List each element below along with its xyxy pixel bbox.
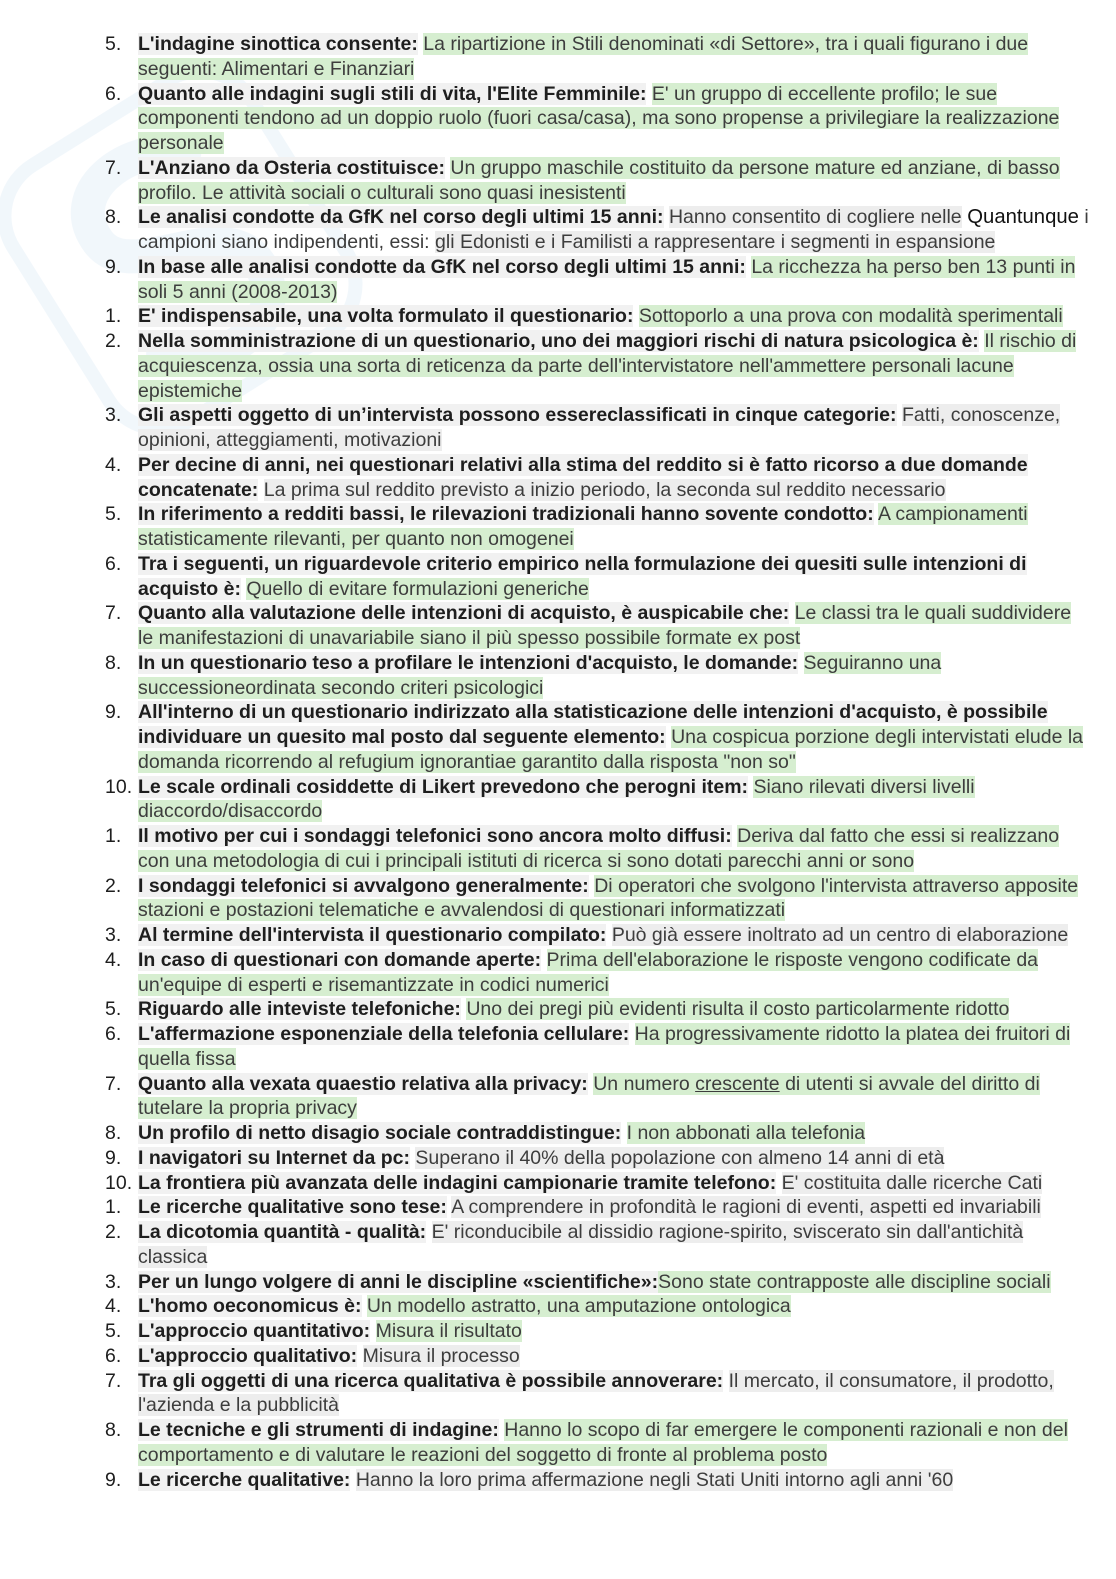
- question-text: Le ricerche qualitative:: [138, 1468, 351, 1491]
- list-item: [105, 1022, 1090, 1072]
- item-number: 9.: [105, 701, 122, 724]
- answer-text: Un numero: [593, 1072, 696, 1095]
- item-text: [138, 824, 1090, 874]
- item-text: [138, 1270, 1090, 1295]
- question-text: Le analisi condotte da GfK nel corso degli ultimi 15 anni:: [138, 206, 664, 229]
- item-number: 4.: [105, 948, 122, 971]
- item-number: 7.: [105, 156, 122, 179]
- answer-text: E' costituita dalle ricerche Cati: [781, 1171, 1043, 1194]
- item-text: [138, 255, 1090, 305]
- item-number: 7.: [105, 602, 122, 625]
- question-text: Tra gli oggetti di una ricerca qualitativa è possibile annoverare:: [138, 1369, 724, 1392]
- answer-text: Le classi tra le quali suddividere le manifestazioni di unavariabile siano il più spesso possibile formate ex post: [138, 602, 1072, 649]
- item-text: [138, 1022, 1090, 1072]
- item-number: 8.: [105, 1419, 122, 1441]
- item-text: [138, 923, 1090, 948]
- answer-text: I non abbonati alla telefonia: [626, 1122, 866, 1144]
- answer-text: E' riconducibile al dissidio ragione-spirito, sviscerato sin dall'antichità classica: [138, 1221, 1024, 1268]
- question-text: I navigatori su Internet da pc:: [138, 1146, 410, 1169]
- question-text: La frontiera più avanzata delle indagini campionarie tramite telefono:: [138, 1171, 777, 1194]
- list-item: [105, 824, 1090, 874]
- list-item: [105, 1418, 1090, 1468]
- item-number: 6.: [105, 1023, 122, 1045]
- answer-text: Sono state contrapposte alle discipline sociali: [658, 1270, 1051, 1293]
- answer-text: i campioni siano indipendenti, essi:: [138, 206, 1089, 253]
- answer-text: Sottoporlo a una prova con modalità sperimentali: [638, 305, 1063, 328]
- item-text: [138, 552, 1090, 602]
- item-text: [138, 304, 1090, 329]
- question-text: Al termine dell'intervista il questionario compilato:: [138, 924, 607, 946]
- item-text: [138, 156, 1090, 206]
- item-number: 1.: [105, 825, 122, 847]
- item-number: 8.: [105, 206, 122, 229]
- item-number: 5.: [105, 1320, 122, 1342]
- list-item: [105, 1319, 1090, 1344]
- item-text: [138, 1294, 1090, 1319]
- item-text: [138, 329, 1090, 403]
- item-text: [138, 1418, 1090, 1468]
- question-text: Le ricerche qualitative sono tese:: [138, 1196, 447, 1219]
- item-text: [138, 1369, 1090, 1419]
- question-text: Quanto alle indagini sugli stili di vita, l'Elite Femminile:: [138, 82, 647, 105]
- item-text: [138, 1171, 1090, 1196]
- answer-text: Prima dell'elaborazione le risposte vengono codificate da un'equipe di esperti e risemantizzate in codici numerici: [138, 948, 1039, 996]
- question-text: Per un lungo volgere di anni le discipline «scientifiche»:: [138, 1270, 659, 1293]
- question-text: L'approccio qualitativo:: [138, 1344, 358, 1367]
- question-text: Le scale ordinali cosiddette di Likert prevedono che perogni item:: [138, 775, 749, 798]
- item-text: [138, 453, 1090, 503]
- answer-text: Di operatori che svolgono l'intervista attraverso apposite stazioni e postazioni telematiche e avvalendosi di questionari informatizzati: [138, 874, 1079, 922]
- list-item: [105, 552, 1090, 602]
- item-text: [138, 82, 1090, 156]
- item-number: 3.: [105, 924, 122, 946]
- item-number: 5.: [105, 503, 122, 526]
- item-text: [138, 775, 1090, 825]
- list-item: [105, 329, 1090, 403]
- answer-text: Il mercato, il consumatore, il prodotto, l'azienda e la pubblicità: [138, 1369, 1054, 1417]
- answer-text: Hanno consentito di cogliere nelle: [668, 206, 962, 229]
- item-text: [138, 32, 1090, 82]
- question-text: Per decine di anni, nei questionari relativi alla stima del reddito si è fatto ricorso a due domande concatenate:: [138, 453, 1028, 501]
- answer-text: Deriva dal fatto che essi si realizzano con una metodologia di cui i principali istituti di ricerca si sono dotati parecchi anni or sono: [138, 825, 1060, 872]
- item-text: [138, 1468, 1090, 1493]
- answer-text: Il rischio di acquiescenza, ossia una sorta di reticenza da parte dell'intervistatore nell'ammettere personali lacune epistemiche: [138, 330, 1077, 402]
- item-number: 1.: [105, 305, 122, 328]
- item-number: 7.: [105, 1072, 122, 1095]
- list-item: [105, 403, 1090, 453]
- item-text: [138, 997, 1090, 1022]
- answer-text: Hanno lo scopo di far emergere le componenti razionali e non del comportamento e di valutare le reazioni del soggetto di fronte al problema posto: [138, 1419, 1068, 1466]
- answer-text: La prima sul reddito previsto a inizio periodo, la seconda sul reddito necessario: [263, 478, 946, 501]
- answer-text: Quello di evitare formulazioni generiche: [246, 577, 589, 600]
- item-number: 10.: [105, 775, 133, 798]
- answer-text: E' un gruppo di eccellente profilo; le sue componenti tendono ad un doppio ruolo (fuori casa/casa), ma sono propense a privilegiare la realizzazione personale: [138, 82, 1060, 154]
- item-number: 8.: [105, 1122, 122, 1144]
- answer-text: Misura il risultato: [375, 1320, 522, 1342]
- list-item: [105, 948, 1090, 998]
- answer-text: gli Edonisti e i Familisti a rappresentare i segmenti in espansione: [435, 231, 996, 253]
- item-number: 8.: [105, 651, 122, 674]
- answer-text: Uno dei pregi più evidenti risulta il costo particolarmente ridotto: [466, 998, 1010, 1021]
- list-item: [105, 923, 1090, 948]
- item-text: [138, 948, 1090, 998]
- answer-text: Può già essere inoltrato ad un centro di elaborazione: [611, 924, 1069, 946]
- item-number: 9.: [105, 1468, 122, 1491]
- item-number: 5.: [105, 998, 122, 1021]
- list-item: [105, 32, 1090, 82]
- answer-text: A comprendere in profondità le ragioni di eventi, aspetti ed invariabili: [451, 1196, 1041, 1219]
- question-text: L'affermazione esponenziale della telefonia cellulare:: [138, 1023, 630, 1045]
- item-number: 4.: [105, 453, 122, 476]
- qa-list: [105, 32, 1090, 1492]
- item-text: [138, 1319, 1090, 1344]
- question-text: L'indagine sinottica consente:: [138, 33, 418, 55]
- list-item: [105, 1369, 1090, 1419]
- answer-text: crescente: [695, 1072, 780, 1095]
- question-text: L'Anziano da Osteria costituisce:: [138, 156, 445, 179]
- list-item: [105, 700, 1090, 774]
- answer-text: Misura il processo: [362, 1344, 520, 1367]
- item-text: [138, 651, 1090, 701]
- item-text: [138, 874, 1090, 924]
- answer-text: La ricchezza ha perso ben 13 punti in soli 5 anni (2008-2013): [138, 255, 1076, 303]
- item-text: [138, 1072, 1090, 1122]
- list-item: [105, 1220, 1090, 1270]
- answer-text: Un gruppo maschile costituito da persone mature ed anziane, di basso profilo. Le attività sociali o culturali sono quasi inesistenti: [138, 156, 1060, 204]
- item-number: 9.: [105, 255, 122, 278]
- item-text: [138, 1121, 1090, 1146]
- question-text: Il motivo per cui i sondaggi telefonici sono ancora molto diffusi:: [138, 825, 732, 847]
- answer-text: Superano il 40% della popolazione con almeno 14 anni di età: [415, 1146, 945, 1169]
- answer-text: Una cospicua porzione degli intervistati elude la domanda ricorrendo al refugium ignorantiae garantito dalla risposta "non so": [138, 726, 1084, 773]
- item-number: 1.: [105, 1196, 122, 1219]
- list-item: [105, 1294, 1090, 1319]
- answer-text: Fatti, conoscenze, opinioni, atteggiamenti, motivazioni: [138, 404, 1061, 451]
- list-item: [105, 453, 1090, 503]
- question-text: I sondaggi telefonici si avvalgono generalmente:: [138, 874, 589, 897]
- answer-text: Seguiranno una successioneordinata secondo criteri psicologici: [138, 651, 942, 699]
- list-item: [105, 601, 1090, 651]
- question-text: Gli aspetti oggetto di un’intervista possono essereclassificati in cinque categorie:: [138, 404, 897, 427]
- answer-text: Quantunque: [961, 206, 1079, 229]
- list-item: [105, 1195, 1090, 1220]
- item-number: 10.: [105, 1171, 133, 1194]
- list-item: [105, 1344, 1090, 1369]
- list-item: [105, 1146, 1090, 1171]
- item-number: 5.: [105, 33, 122, 55]
- question-text: In un questionario teso a profilare le intenzioni d'acquisto, le domande:: [138, 651, 799, 674]
- list-item: [105, 1171, 1090, 1196]
- item-text: [138, 1220, 1090, 1270]
- item-number: 6.: [105, 1344, 122, 1367]
- question-text: In riferimento a redditi bassi, le rilevazioni tradizionali hanno sovente condotto:: [138, 503, 874, 526]
- question-text: All'interno di un questionario indirizzato alla statisticazione delle intenzioni d'acquisto, è possibile individuare un quesito mal posto dal seguente elemento:: [138, 701, 1048, 748]
- item-text: [138, 700, 1090, 774]
- list-item: [105, 1468, 1090, 1493]
- answer-text: di utenti si avvale del diritto di tutelare la propria privacy: [138, 1072, 1040, 1120]
- question-text: Riguardo alle inteviste telefoniche:: [138, 998, 461, 1021]
- question-text: Un profilo di netto disagio sociale contraddistingue:: [138, 1122, 622, 1144]
- item-number: 4.: [105, 1295, 122, 1318]
- question-text: La dicotomia quantità - qualità:: [138, 1221, 427, 1243]
- answer-text: Siano rilevati diversi livelli diaccordo/disaccordo: [138, 775, 975, 823]
- question-text: Nella somministrazione di un questionario, uno dei maggiori rischi di natura psicologica è:: [138, 330, 979, 352]
- question-text: L'approccio quantitativo:: [138, 1320, 371, 1342]
- list-item: [105, 651, 1090, 701]
- item-number: 9.: [105, 1146, 122, 1169]
- list-item: [105, 775, 1090, 825]
- question-text: L'homo oeconomicus è:: [138, 1295, 362, 1318]
- item-text: [138, 1146, 1090, 1171]
- question-text: Le tecniche e gli strumenti di indagine:: [138, 1419, 499, 1441]
- item-number: 2.: [105, 1221, 122, 1243]
- list-item: [105, 304, 1090, 329]
- item-number: 2.: [105, 330, 122, 352]
- list-item: [105, 1270, 1090, 1295]
- answer-text: A campionamenti statisticamente rilevanti, per quanto non omogenei: [138, 503, 1028, 550]
- answer-text: Un modello astratto, una amputazione ontologica: [366, 1295, 791, 1318]
- list-item: [105, 1072, 1090, 1122]
- item-text: [138, 1344, 1090, 1369]
- item-number: 3.: [105, 404, 122, 427]
- item-number: 6.: [105, 82, 122, 105]
- answer-text: Ha progressivamente ridotto la platea dei fruitori di quella fissa: [138, 1023, 1071, 1070]
- question-text: Quanto alla vexata quaestio relativa alla privacy:: [138, 1072, 588, 1095]
- answer-text: La ripartizione in Stili denominati «di Settore», tra i quali figurano i due seguenti: Alimentari e Finanziari: [138, 33, 1029, 80]
- list-item: [105, 997, 1090, 1022]
- item-text: [138, 502, 1090, 552]
- item-number: 6.: [105, 552, 122, 575]
- list-item: [105, 1121, 1090, 1146]
- item-text: [138, 403, 1090, 453]
- item-number: 3.: [105, 1270, 122, 1293]
- list-item: [105, 205, 1090, 255]
- item-text: [138, 1195, 1090, 1220]
- list-item: [105, 82, 1090, 156]
- question-text: In caso di questionari con domande aperte:: [138, 948, 542, 971]
- list-item: [105, 502, 1090, 552]
- question-text: Tra i seguenti, un riguardevole criterio empirico nella formulazione dei quesiti sulle intenzioni di acquisto è:: [138, 552, 1027, 600]
- item-number: 2.: [105, 874, 122, 897]
- answer-text: Hanno la loro prima affermazione negli Stati Uniti intorno agli anni '60: [355, 1468, 954, 1491]
- question-text: In base alle analisi condotte da GfK nel corso degli ultimi 15 anni:: [138, 255, 746, 278]
- list-item: [105, 156, 1090, 206]
- item-text: [138, 205, 1090, 255]
- list-item: [105, 255, 1090, 305]
- list-item: [105, 874, 1090, 924]
- item-number: 7.: [105, 1369, 122, 1392]
- item-text: [138, 601, 1090, 651]
- question-text: E' indispensabile, una volta formulato il questionario:: [138, 305, 634, 328]
- question-text: Quanto alla valutazione delle intenzioni di acquisto, è auspicabile che:: [138, 602, 790, 625]
